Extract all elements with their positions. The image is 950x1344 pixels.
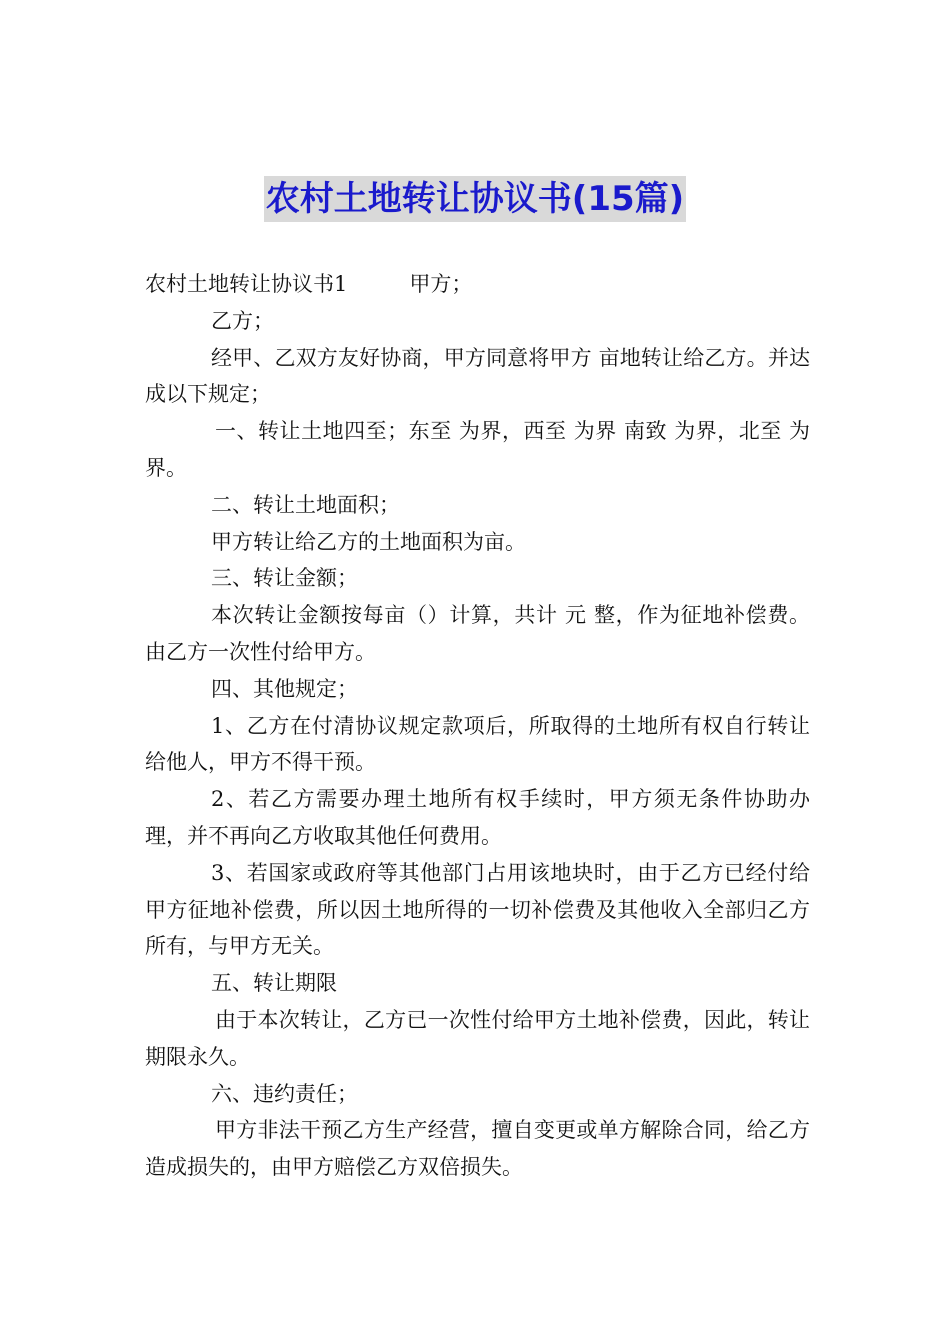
title-wrapper <box>0 176 950 222</box>
section-3-heading: 三、转让金额； <box>211 566 358 591</box>
section-2-heading: 二、转让土地面积； <box>211 492 400 517</box>
party-b-label: 乙方； <box>211 308 274 333</box>
document-title: 农村土地转让协议书(15篇) <box>264 176 686 222</box>
document-body <box>145 266 810 1186</box>
section-2-body: 甲方转让给乙方的土地面积为亩。 <box>211 529 526 554</box>
section-6-body: 甲方非法干预乙方生产经营，擅自变更或单方解除合同，给乙方造成损失的，由甲方赔偿乙方双倍损失。 <box>145 1118 810 1180</box>
section-4-heading: 四、其他规定； <box>211 676 358 701</box>
section-5-body: 由于本次转让，乙方已一次性付给甲方土地补偿费，因此，转让期限永久。 <box>145 1007 810 1069</box>
section-5-heading: 五、转让期限 <box>211 971 337 996</box>
party-a-label: 甲方； <box>409 272 473 296</box>
section-4-item-1: 1、乙方在付清协议规定款项后，所取得的土地所有权自行转让给他人，甲方不得干预。 <box>145 713 810 775</box>
section-4-item-2: 2、若乙方需要办理土地所有权手续时，甲方须无条件协助办理，并不再向乙方收取其他任何费用。 <box>145 787 810 848</box>
section-6-heading: 六、违约责任； <box>211 1081 358 1106</box>
intro-paragraph: 经甲、乙双方友好协商，甲方同意将甲方 亩地转让给乙方。并达成以下规定； <box>145 345 810 407</box>
section-4-item-3: 3、若国家或政府等其他部门占用该地块时，由于乙方已经付给甲方征地补偿费，所以因土地所得的一切补偿费及其他收入全部归乙方所有，与甲方无关。 <box>145 860 810 959</box>
first-line <box>145 266 810 303</box>
agreement-number: 农村土地转让协议书1 <box>145 272 348 296</box>
section-1-boundaries: 一、转让土地四至；东至 为界，西至 为界 南致 为界，北至 为界。 <box>145 419 810 480</box>
section-3-body: 本次转让金额按每亩（）计算，共计 元 整，作为征地补偿费。由乙方一次性付给甲方。 <box>145 603 810 664</box>
